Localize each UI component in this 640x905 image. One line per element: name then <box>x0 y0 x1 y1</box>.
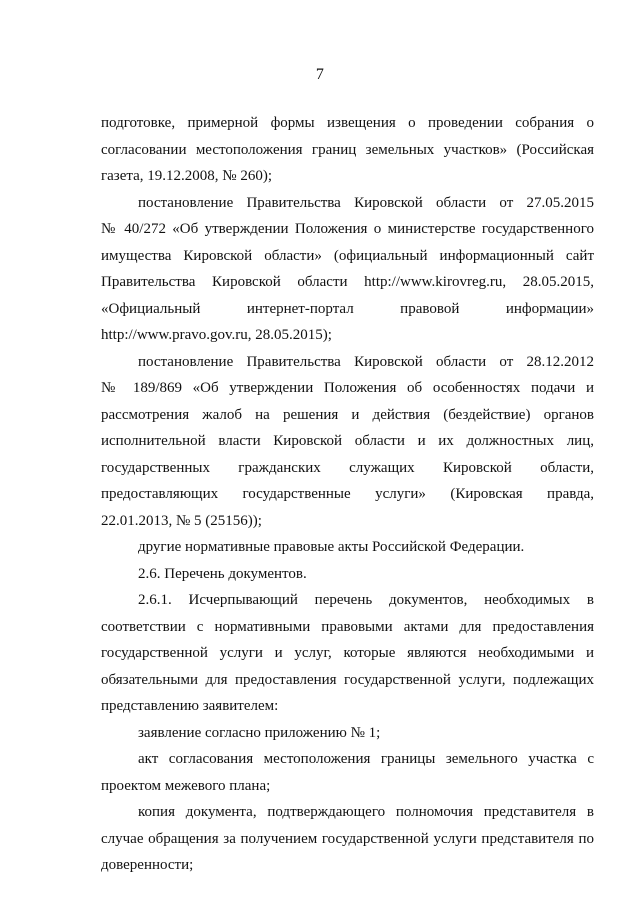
paragraph-2-6-1 <box>101 587 594 720</box>
text-line: копия документа, подтверждающего полномочия представителя в <box>138 804 594 820</box>
text-line: акт согласования местоположения границы земельного участка с <box>138 751 594 767</box>
text-line: «Официальный интернет-портал правовой информации» <box>101 300 594 317</box>
text-line: заявление согласно приложению № 1; <box>138 724 381 741</box>
document-body <box>101 110 594 879</box>
text-line: согласовании местоположения границ земельных участков» (Российская <box>101 141 594 158</box>
text-line: исполнительной власти Кировской области и их должностных лиц, <box>101 433 594 449</box>
paragraph-resolution-189-869 <box>101 349 594 535</box>
text-line: государственной услуги и услуг, которые являются необходимыми и <box>101 645 594 661</box>
paragraph-continuation <box>101 110 594 190</box>
text-line: доверенности; <box>101 857 194 873</box>
text-line: 2.6.1. Исчерпывающий перечень документов, необходимых в <box>138 592 594 608</box>
paragraph-resolution-40-272 <box>101 190 594 349</box>
text-line: газета, 19.12.2008, № 260); <box>101 168 273 184</box>
text-line: представлению заявителем: <box>101 698 279 714</box>
text-line: имущества Кировской области» (официальный информационный сайт <box>101 247 594 264</box>
paragraph-other-acts <box>101 534 594 561</box>
text-line: постановление Правительства Кировской области от 28.12.2012 <box>138 353 594 370</box>
section-heading-2-6 <box>101 561 594 588</box>
text-line: предоставляющих государственные услуги» (Кировская правда, <box>101 486 594 502</box>
text-line: другие нормативные правовые акты Российской Федерации. <box>138 539 525 555</box>
page-number: 7 <box>315 66 325 83</box>
text-line: обязательными для предоставления государственной услуги, подлежащих <box>101 671 594 688</box>
text-line: № 40/272 «Об утверждении Положения о министерстве государственного <box>101 221 594 237</box>
text-line: 2.6. Перечень документов. <box>138 565 307 582</box>
text-line: 22.01.2013, № 5 (25156)); <box>101 512 262 529</box>
list-item-boundary-act <box>101 746 594 799</box>
text-line: постановление Правительства Кировской области от 27.05.2015 <box>138 194 594 211</box>
text-line: Правительства Кировской области http://www.kirovreg.ru, 28.05.2015, <box>101 274 594 290</box>
list-item-application <box>101 720 594 747</box>
text-line: соответствии с нормативными правовыми актами для предоставления <box>101 618 594 635</box>
text-line: проектом межевого плана; <box>101 777 271 794</box>
text-line: рассмотрения жалоб на решения и действия (бездействие) органов <box>101 406 594 423</box>
list-item-power-of-attorney <box>101 799 594 879</box>
text-line: подготовке, примерной формы извещения о проведении собрания о <box>101 115 594 131</box>
text-line: № 189/869 «Об утверждении Положения об особенностях подачи и <box>101 380 594 396</box>
text-line: http://www.pravo.gov.ru, 28.05.2015); <box>101 327 332 343</box>
text-line: случае обращения за получением государственной услуги представителя по <box>101 830 594 847</box>
text-line: государственных гражданских служащих Кировской области, <box>101 459 594 476</box>
